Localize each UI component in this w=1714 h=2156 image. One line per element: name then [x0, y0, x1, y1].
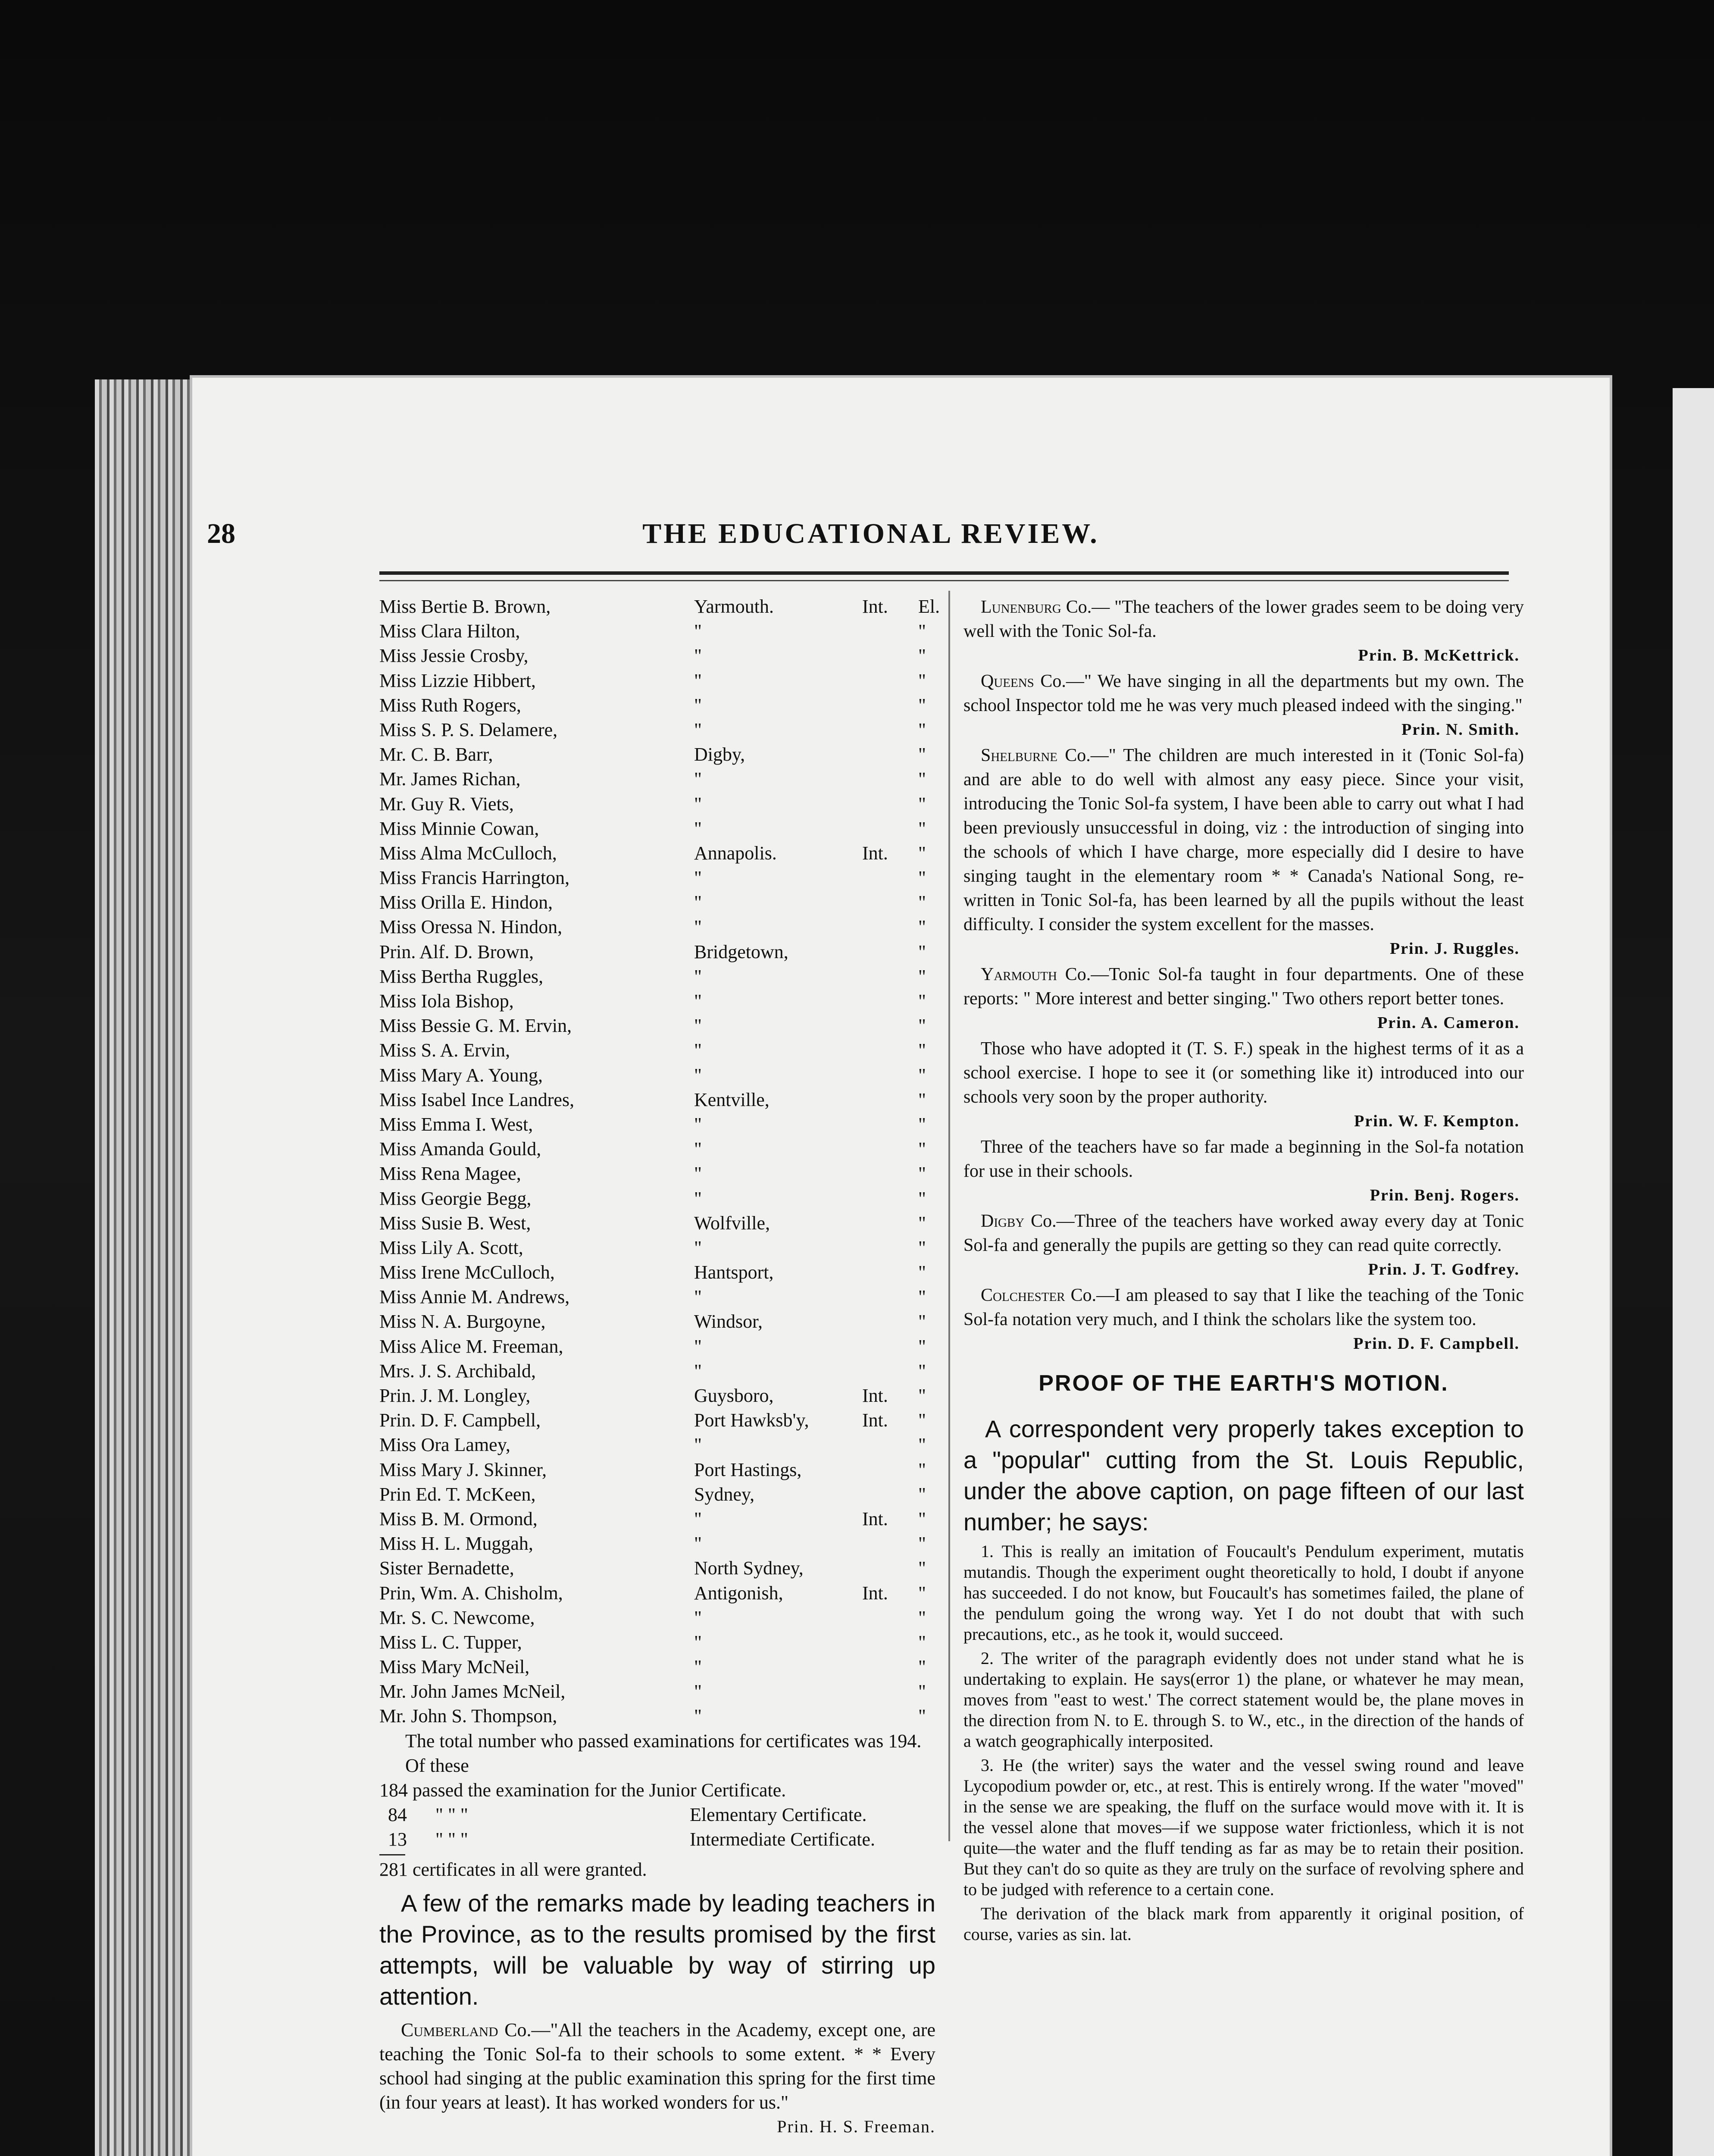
teacher-name: Mr. John James McNeil, [379, 1681, 566, 1702]
teacher-row [379, 1063, 935, 1087]
teacher-name: Miss N. A. Burgoyne, [379, 1311, 546, 1332]
teacher-row [379, 1038, 935, 1062]
teacher-name: Miss Lizzie Hibbert, [379, 670, 536, 691]
town-name: Digby, [694, 744, 745, 765]
el-mark: " [918, 892, 926, 913]
teacher-row [379, 841, 935, 865]
el-mark: " [918, 1385, 926, 1406]
teacher-row [379, 964, 935, 989]
teacher-name: Prin. D. F. Campbell, [379, 1410, 541, 1431]
town-name: Wolfville, [694, 1212, 770, 1234]
teacher-name: Miss Orilla E. Hindon, [379, 892, 553, 913]
intermediate-label: Intermediate Certificate. [690, 1828, 875, 1850]
int-mark: Int. [862, 596, 888, 617]
teacher-name: Mr. C. B. Barr, [379, 744, 493, 765]
teacher-row [379, 718, 935, 742]
el-mark: " [918, 1138, 926, 1160]
teacher-row [379, 742, 935, 767]
town-name: Yarmouth. [694, 596, 774, 617]
teacher-name: Mr. S. C. Newcome, [379, 1607, 535, 1628]
town-name: " [694, 1015, 702, 1037]
town-name: " [694, 892, 702, 913]
teacher-row [379, 1087, 935, 1112]
running-head: THE EDUCATIONAL REVIEW. [642, 518, 1099, 549]
el-mark: " [918, 990, 926, 1012]
county-name: Lunenburg [981, 597, 1061, 617]
teacher-row [379, 1556, 935, 1580]
el-mark: " [918, 645, 926, 667]
report-text: Co.—Tonic Sol-fa taught in four departments. One of these reports: " More interest and better singing." Two others report better tones. [963, 965, 1524, 1009]
teacher-name: Miss Oressa N. Hindon, [379, 916, 563, 938]
teacher-row [379, 1630, 935, 1655]
town-name: " [694, 645, 702, 667]
teacher-name: Miss Alma McCulloch, [379, 842, 557, 864]
town-name: " [694, 1656, 702, 1678]
county-name: Queens [981, 671, 1034, 691]
el-mark: " [918, 1286, 926, 1308]
teacher-name: Miss Amanda Gould, [379, 1138, 541, 1160]
teacher-name: Miss Lily A. Scott, [379, 1237, 523, 1258]
town-name: " [694, 768, 702, 790]
total-line: The total number who passed examinations for certificates was 194. Of these [405, 1730, 922, 1776]
int-mark: Int. [862, 1582, 888, 1604]
report-text: Co.—"All the teachers in the Academy, except one, are teaching the Tonic Sol-fa to their schools to some extent. * * Every school had singing at the public examination this spring for the first time (in four years at least). It has worked wonders for us." [379, 2019, 935, 2113]
town-name: Kentville, [694, 1089, 769, 1110]
county-name: Shelburne [981, 746, 1058, 765]
teacher-row [379, 1260, 935, 1285]
el-mark: " [918, 1508, 926, 1529]
el-mark: " [918, 1212, 926, 1234]
town-name: Annapolis. [694, 842, 777, 864]
teacher-name: Miss S. A. Ervin, [379, 1040, 510, 1061]
signature: Prin. J. Ruggles. [1389, 940, 1520, 958]
el-mark: " [918, 1410, 926, 1431]
facing-page-strip [1673, 388, 1714, 2156]
teacher-name: Miss S. P. S. Delamere, [379, 719, 558, 740]
page-header [207, 517, 1535, 565]
el-mark: " [918, 1582, 926, 1604]
town-name: " [694, 1607, 702, 1628]
county-name: Colchester [981, 1285, 1065, 1305]
el-mark: " [918, 818, 926, 839]
shelburne-report [963, 743, 1524, 937]
teacher-name: Miss L. C. Tupper, [379, 1631, 522, 1653]
teacher-row [379, 1161, 935, 1186]
teacher-name: Miss Georgie Begg, [379, 1188, 532, 1209]
teacher-row [379, 1457, 935, 1482]
teacher-row [379, 1285, 935, 1309]
teacher-name: Miss Isabel Ince Landres, [379, 1089, 575, 1110]
el-mark: " [918, 1040, 926, 1061]
town-name: Bridgetown, [694, 941, 788, 962]
town-name: " [694, 990, 702, 1012]
town-name: North Sydney, [694, 1557, 804, 1579]
el-mark: " [918, 1015, 926, 1037]
header-rule-thin [379, 580, 1509, 581]
signature: Prin. N. Smith. [1401, 721, 1520, 739]
town-name: " [694, 867, 702, 889]
el-mark: " [918, 1434, 926, 1456]
teacher-name: Miss Ruth Rogers, [379, 694, 521, 716]
teacher-row [379, 1137, 935, 1161]
teacher-name: Miss Bessie G. M. Ervin, [379, 1015, 572, 1037]
town-name: " [694, 1138, 702, 1160]
teacher-row [379, 816, 935, 841]
el-mark: " [918, 768, 926, 790]
teacher-row [379, 1112, 935, 1137]
teacher-row [379, 1531, 935, 1556]
queens-report [963, 669, 1524, 718]
signature: Prin. Benj. Rogers. [1370, 1186, 1520, 1204]
el-mark: " [918, 793, 926, 815]
county-name: Yarmouth [981, 965, 1057, 984]
teacher-name: Miss Bertha Ruggles, [379, 965, 544, 987]
town-name: " [694, 1286, 702, 1308]
elementary-label: Elementary Certificate. [690, 1804, 867, 1825]
teacher-name: Prin. J. M. Longley, [379, 1385, 531, 1406]
teacher-row [379, 940, 935, 964]
section-title: PROOF OF THE EARTH'S MOTION. [1038, 1371, 1449, 1396]
header-rule [379, 571, 1509, 575]
el-mark: " [918, 1360, 926, 1382]
teacher-row [379, 1359, 935, 1383]
town-name: " [694, 1681, 702, 1702]
el-mark: " [918, 1064, 926, 1086]
teacher-row [379, 1211, 935, 1235]
town-name: " [694, 620, 702, 642]
teacher-list [379, 594, 940, 1729]
teacher-name: Miss H. L. Muggah, [379, 1533, 533, 1554]
town-name: " [694, 1434, 702, 1456]
el-mark: " [918, 1483, 926, 1505]
report-text: Co.—" We have singing in all the departments but my own. The school Inspector told me he was very much pleased indeed with the singing." [963, 671, 1524, 715]
teacher-row [379, 1605, 935, 1630]
el-mark: " [918, 1557, 926, 1579]
intermediate-row [379, 1827, 935, 1852]
town-name: " [694, 694, 702, 716]
page-number: 28 [207, 518, 235, 549]
signature: Prin. D. F. Campbell. [1353, 1335, 1520, 1353]
teacher-row [379, 1581, 935, 1605]
teacher-row [379, 1383, 935, 1408]
town-name: " [694, 1064, 702, 1086]
teacher-name: Miss Jessie Crosby, [379, 645, 529, 667]
town-name: " [694, 1163, 702, 1185]
teacher-row [379, 1507, 935, 1531]
report-text: Co.—" The children are much interested in it (Tonic Sol-fa) and are able to do well with almost any easy piece. Since your visit, introducing the Tonic Sol-fa system, I have been able to carry out what I had been previously unsuccessful in doing, viz : the introduction of singing into the schools of which I have charge, more especially did I desire to have singing taught in the elementary room * * Canada's National Song, re-written in Tonic Sol-fa, has been learned by all the pupils without the least difficulty. I consider the system excellent for the masses. [963, 746, 1524, 934]
teacher-name: Miss B. M. Ormond, [379, 1508, 538, 1529]
signature: Prin. A. Cameron. [1377, 1014, 1520, 1032]
teacher-name: Miss Minnie Cowan, [379, 818, 539, 839]
report-text: Co.— "The teachers of the lower grades seem to be doing very well with the Tonic Sol-fa. [963, 597, 1524, 641]
teacher-row [379, 989, 935, 1013]
teacher-name: Miss Clara Hilton, [379, 620, 520, 642]
yarmouth-report [963, 962, 1524, 1011]
teacher-name: Mr. Guy R. Viets, [379, 793, 514, 815]
int-mark: Int. [862, 842, 888, 864]
adopted-report: Those who have adopted it (T. S. F.) speak in the highest terms of it as a school exercise. I hope to see it (or something like it) introduced into our schools very soon by the proper authority. [963, 1039, 1524, 1107]
teacher-row [379, 1334, 935, 1359]
teacher-row [379, 915, 935, 939]
teacher-row [379, 1679, 935, 1704]
el-mark: " [918, 1681, 926, 1702]
quote-paragraph-4: The derivation of the black mark from apparently it original position, of course, varies as sin. lat. [963, 1904, 1524, 1944]
quote-paragraph-2: 2. The writer of the paragraph evidently does not under stand what he is undertaking to explain. He says(error 1) the plane, or whatever he may mean, moves from "east to west.' The correct statement would be, the plane moves in the direction from N. to E. through S. to W., etc., in the direction of the hands of a watch geographically interposited. [963, 1648, 1524, 1751]
el-mark: " [918, 1311, 926, 1332]
el-mark: " [918, 620, 926, 642]
teacher-row [379, 1186, 935, 1211]
el-mark: " [918, 842, 926, 864]
teacher-row [379, 1408, 935, 1432]
town-name: Antigonish, [694, 1582, 783, 1604]
sum-rule [379, 1854, 405, 1855]
teacher-name: Miss Alice M. Freeman, [379, 1335, 563, 1357]
teacher-name: Mr. James Richan, [379, 768, 521, 790]
teacher-row [379, 1432, 935, 1457]
county-name: Cumberland [401, 2019, 498, 2040]
teacher-name: Miss Mary A. Young, [379, 1064, 543, 1086]
town-name: Windsor, [694, 1311, 763, 1332]
teacher-name: Mrs. J. S. Archibald, [379, 1360, 536, 1382]
teacher-name: Miss Ora Lamey, [379, 1434, 510, 1456]
teacher-row [379, 792, 935, 816]
junior-line: 184 passed the examination for the Junior Certificate. [379, 1779, 786, 1801]
quote-paragraph-1: 1. This is really an imitation of Foucault's Pendulum experiment, mutatis mutandis. Though the experiment ought theoretically to hold, I doubt if anyone has succeeded. I do not know, but Foucault's has sometimes failed, the plane of the pendulum going the wrong way. Yet I do not doubt that with such precautions, etc., as he took it, would succeed. [963, 1542, 1524, 1644]
cumberland-report [379, 2018, 935, 2115]
town-name: " [694, 1533, 702, 1554]
el-mark: " [918, 719, 926, 740]
teacher-row [379, 1704, 935, 1728]
teacher-row [379, 1482, 935, 1507]
teacher-row [379, 693, 935, 718]
lunenburg-report [963, 595, 1524, 643]
three-teachers-report: Three of the teachers have so far made a beginning in the Sol-fa notation for use in their schools. [963, 1137, 1524, 1181]
town-name: " [694, 1631, 702, 1653]
town-name: " [694, 818, 702, 839]
town-name: " [694, 1113, 702, 1135]
teacher-name: Prin Ed. T. McKeen, [379, 1483, 536, 1505]
town-name: Port Hawksb'y, [694, 1410, 809, 1431]
teacher-row [379, 1655, 935, 1679]
int-mark: Int. [862, 1410, 888, 1431]
town-name: " [694, 1188, 702, 1209]
el-mark: " [918, 1188, 926, 1209]
intermediate-ditto: " " " [435, 1828, 468, 1850]
el-mark: " [918, 1459, 926, 1480]
teacher-row [379, 594, 940, 619]
certificate-summary [379, 1729, 935, 1882]
book-page-edges [95, 379, 190, 2156]
town-name: " [694, 1040, 702, 1061]
el-mark: " [918, 670, 926, 691]
el-mark: " [918, 1631, 926, 1653]
teacher-row [379, 865, 935, 890]
teacher-name: Miss Mary McNeil, [379, 1656, 530, 1678]
signature: Prin. B. McKettrick. [1358, 646, 1520, 664]
lead-paragraph: A correspondent very properly takes exception to a "popular" cutting from the St. Louis Republic, under the above caption, on page fifteen of our last number; he says: [963, 1415, 1524, 1536]
el-mark: El. [918, 596, 940, 617]
town-name: " [694, 1237, 702, 1258]
left-column [379, 594, 940, 2137]
town-name: " [694, 916, 702, 938]
el-mark: " [918, 694, 926, 716]
el-mark: " [918, 1113, 926, 1135]
teacher-name: Sister Bernadette, [379, 1557, 514, 1579]
el-mark: " [918, 1656, 926, 1678]
el-mark: " [918, 744, 926, 765]
teacher-name: Miss Susie B. West, [379, 1212, 531, 1234]
report-text: Co.—Three of the teachers have worked away every day at Tonic Sol-fa and generally the pupils are getting so they can read quite correctly. [963, 1211, 1524, 1255]
teacher-name: Miss Emma I. West, [379, 1113, 533, 1135]
town-name: " [694, 1360, 702, 1382]
signature: Prin. W. F. Kempton. [1354, 1112, 1520, 1130]
town-name: Guysboro, [694, 1385, 774, 1406]
teacher-name: Prin, Wm. A. Chisholm, [379, 1582, 563, 1604]
el-mark: " [918, 1607, 926, 1628]
quote-paragraph-3: 3. He (the writer) says the water and the vessel swing round and leave Lycopodium powder or, etc., at rest. This is entirely wrong. If the water "moved" in the sense we are speaking, the fluff on the surface would move with it. It is the vessel alone that moves—if we suppose water frictionless, which it is not quite—the water and the fluff tending as far as may be to retain their position. But they can't do so quite as they are truly on the surface of revolving sphere and to be judged with reference to a certain cone. [963, 1755, 1524, 1899]
el-mark: " [918, 1237, 926, 1258]
town-name: " [694, 793, 702, 815]
teacher-name: Miss Annie M. Andrews, [379, 1286, 570, 1308]
teacher-name: Mr. John S. Thompson, [379, 1705, 557, 1727]
el-mark: " [918, 941, 926, 962]
town-name: " [694, 1335, 702, 1357]
teacher-name: Miss Francis Harrington, [379, 867, 570, 889]
county-name: Digby [981, 1211, 1025, 1231]
elementary-ditto: " " " [435, 1804, 468, 1825]
int-mark: Int. [862, 1508, 888, 1529]
granted-line: 281 certificates in all were granted. [379, 1858, 647, 1880]
el-mark: " [918, 916, 926, 938]
el-mark: " [918, 1262, 926, 1283]
teacher-row [379, 890, 935, 915]
town-name: Port Hastings, [694, 1459, 802, 1480]
town-name: " [694, 1508, 702, 1529]
teacher-name: Miss Irene McCulloch, [379, 1262, 555, 1283]
teacher-name: Miss Rena Magee, [379, 1163, 521, 1185]
el-mark: " [918, 1089, 926, 1110]
teacher-row [379, 668, 935, 693]
el-mark: " [918, 1335, 926, 1357]
teacher-row [379, 619, 935, 643]
teacher-row [379, 1235, 935, 1260]
el-mark: " [918, 1533, 926, 1554]
town-name: Sydney, [694, 1483, 755, 1505]
el-mark: " [918, 1705, 926, 1727]
el-mark: " [918, 965, 926, 987]
colchester-report [963, 1283, 1524, 1332]
town-name: " [694, 1705, 702, 1727]
teacher-name: Prin. Alf. D. Brown, [379, 941, 534, 962]
signature: Prin. J. T. Godfrey. [1368, 1260, 1520, 1279]
teacher-row [379, 1309, 935, 1334]
town-name: " [694, 965, 702, 987]
town-name: Hantsport, [694, 1262, 774, 1283]
el-mark: " [918, 1163, 926, 1185]
column-rule [948, 591, 950, 1841]
signature: Prin. H. S. Freeman. [777, 2116, 935, 2136]
town-name: " [694, 719, 702, 740]
teacher-row [379, 767, 935, 791]
report-text: Co.—I am pleased to say that I like the teaching of the Tonic Sol-fa notation very much, and I think the scholars like the system too. [963, 1285, 1524, 1329]
intermediate-count: 13 [388, 1828, 407, 1850]
right-column [963, 594, 1524, 1945]
elementary-row [379, 1802, 935, 1827]
teacher-name: Miss Iola Bishop, [379, 990, 514, 1012]
teacher-row [379, 1013, 935, 1038]
town-name: " [694, 670, 702, 691]
teacher-row [379, 643, 935, 668]
int-mark: Int. [862, 1385, 888, 1406]
digby-report [963, 1209, 1524, 1257]
teacher-name: Miss Mary J. Skinner, [379, 1459, 547, 1480]
el-mark: " [918, 867, 926, 889]
teacher-name: Miss Bertie B. Brown, [379, 596, 551, 617]
remarks-intro: A few of the remarks made by leading teachers in the Province, as to the results promised by the first attempts, will be valuable by way of stirring up attention. [379, 1889, 935, 2010]
elementary-count: 84 [388, 1804, 407, 1825]
